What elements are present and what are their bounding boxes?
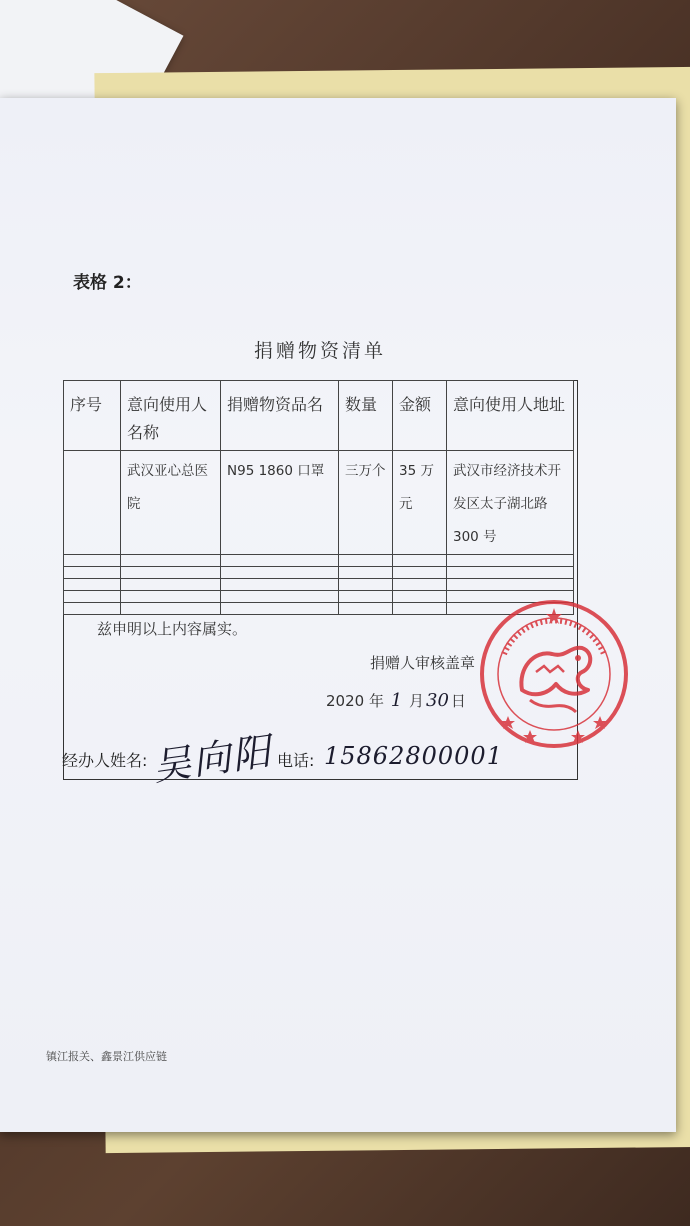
table-row	[64, 451, 574, 555]
handler-name-label: 经办人姓名:	[62, 751, 148, 770]
seal-label: 捐赠人审核盖章	[370, 654, 476, 672]
document-title: 捐赠物资清单	[253, 340, 386, 362]
table-row-empty	[64, 579, 574, 591]
declaration-text: 兹申明以上内容属实。	[97, 620, 248, 638]
cell-recipient-name: 武汉亚心总医院	[121, 451, 221, 555]
phone-number: 15862800001	[324, 742, 503, 770]
header-index: 序号	[64, 381, 121, 451]
header-recipient-name: 意向使用人名称	[121, 381, 221, 451]
table-label: 表格 2：	[73, 273, 142, 293]
date-year: 2020	[326, 692, 365, 710]
footer-note: 镇江报关、鑫景江供应链	[46, 1050, 167, 1063]
header-amount: 金额	[393, 381, 447, 451]
header-item-name: 捐赠物资品名	[221, 381, 339, 451]
cell-index	[64, 451, 121, 555]
handler-signature: 吴向阳	[150, 728, 275, 790]
header-recipient-address: 意向使用人地址	[447, 381, 574, 451]
cell-recipient-address: 武汉市经济技术开发区太子湖北路 300 号	[447, 451, 574, 555]
date-month: 1	[390, 690, 403, 711]
table-row-empty	[64, 567, 574, 579]
date-day: 30	[426, 690, 449, 711]
donation-table	[63, 380, 574, 615]
dragon-seal-icon	[478, 598, 630, 750]
table-header-row	[64, 381, 574, 451]
cell-amount: 35 万元	[393, 451, 447, 555]
date-day-unit: 日	[450, 692, 466, 710]
date-year-unit: 年	[368, 692, 384, 710]
table-row-empty	[64, 555, 574, 567]
phone-label: 电话:	[277, 751, 315, 770]
cell-item-name: N95 1860 口罩	[221, 451, 339, 555]
header-quantity: 数量	[339, 381, 393, 451]
signing-date	[326, 690, 466, 711]
cell-quantity: 三万个	[339, 451, 393, 555]
date-month-unit: 月	[409, 692, 425, 710]
